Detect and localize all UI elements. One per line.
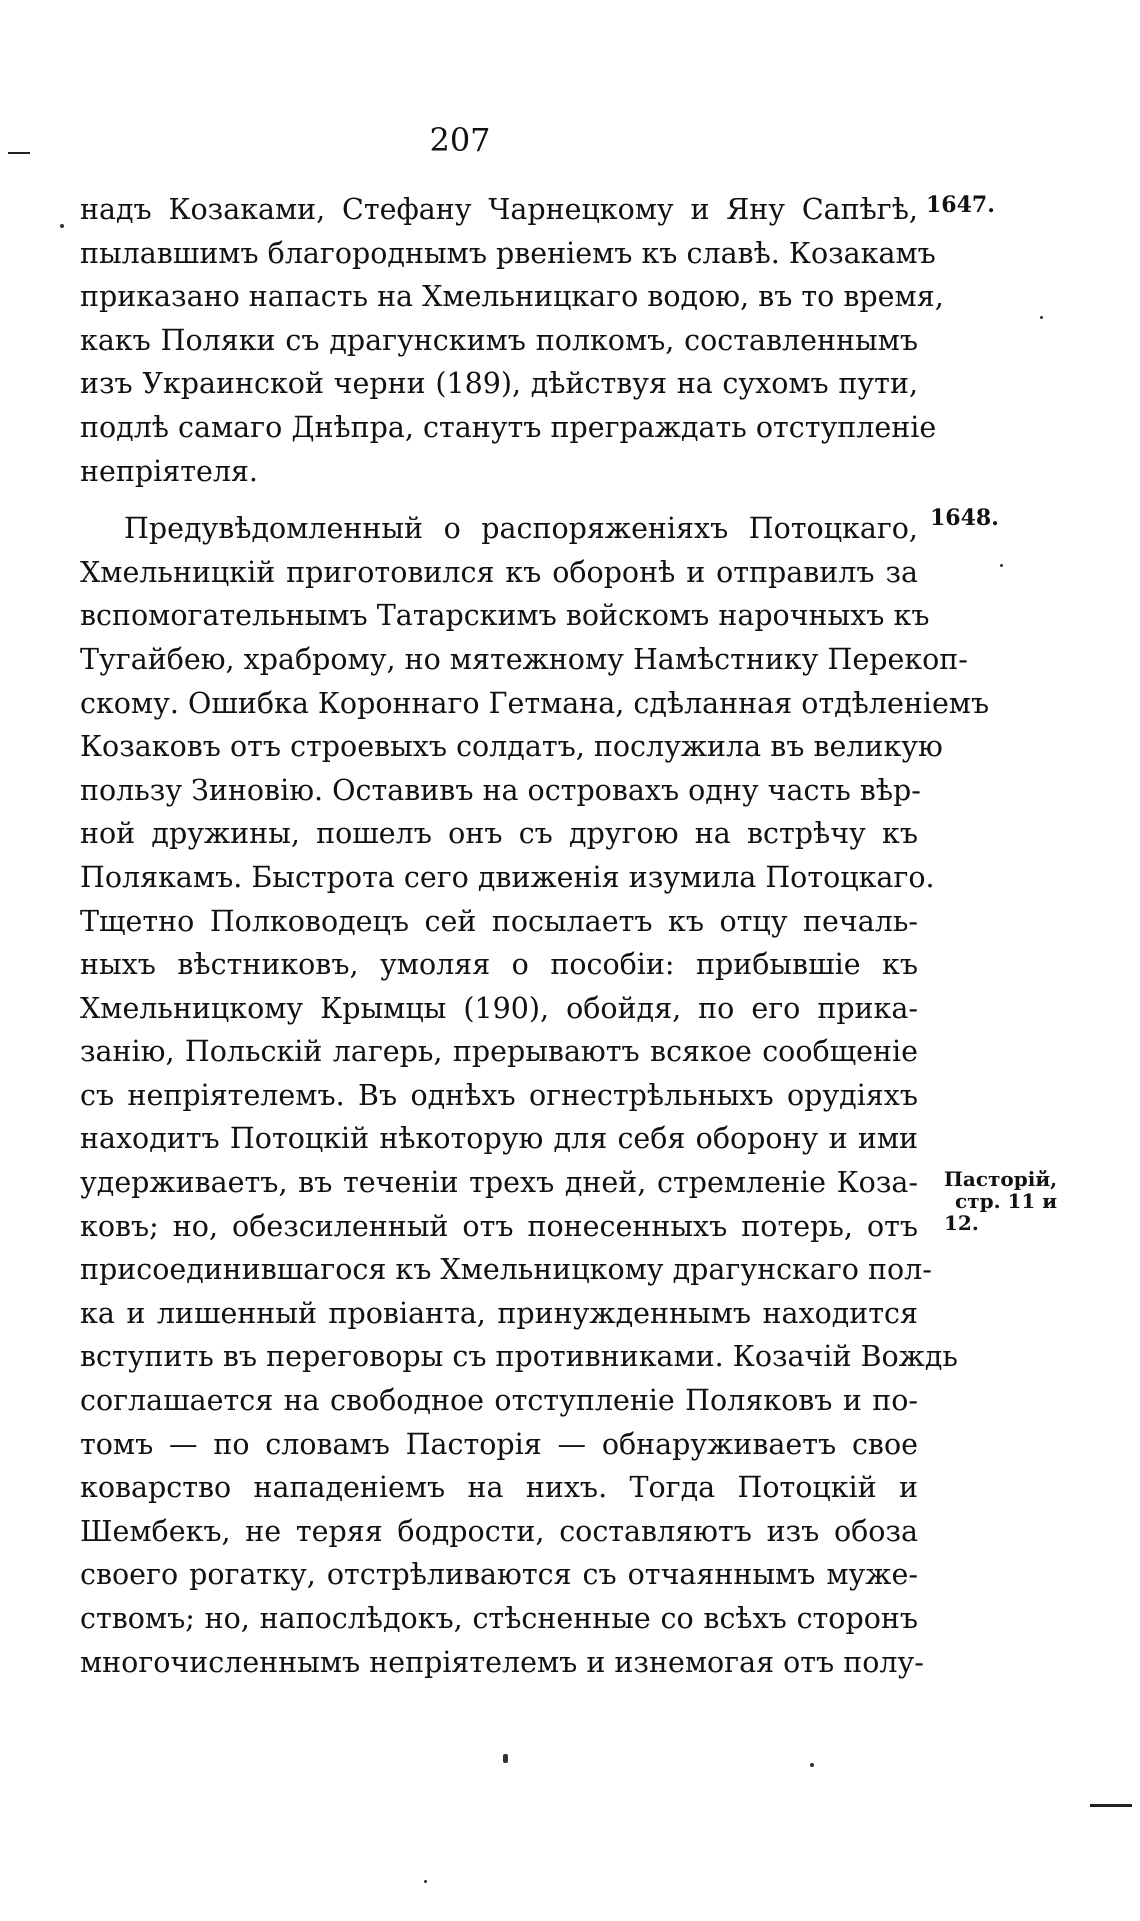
- text-line: пользу Зиновію. Оставивъ на островахъ одну часть вѣр-: [80, 773, 921, 807]
- text-line: Тщетно Полководецъ сей посылаетъ къ отцу печаль-: [80, 904, 918, 938]
- scan-speck: [810, 1763, 814, 1767]
- source-note-line: стр. 11 и: [955, 1189, 1058, 1213]
- text-line: занію, Польскій лагерь, прерываютъ всякое сообщеніе: [80, 1035, 918, 1069]
- text-line: пылавшимъ благороднымъ рвеніемъ къ славѣ. Козакамъ: [80, 236, 936, 270]
- text-line: изъ Украинской черни (189), дѣйствуя на сухомъ пути,: [80, 367, 918, 401]
- text-line: Козаковъ отъ строевыхъ солдатъ, послужила въ великую: [80, 730, 943, 764]
- text-line: ной дружины, пошелъ онъ съ другою на встрѣчу къ: [80, 817, 918, 851]
- scan-speck: [1040, 316, 1043, 319]
- scan-speck: [1000, 564, 1003, 567]
- text-line: соглашается на свободное отступленіе Поляковъ и по-: [80, 1384, 918, 1418]
- text-line: ствомъ; но, напослѣдокъ, стѣсненные со всѣхъ сторонъ: [80, 1602, 918, 1635]
- text-line: приказано напасть на Хмельницкаго водою, въ то время,: [80, 280, 944, 314]
- margin-source-note: [944, 1168, 1057, 1234]
- text-line: скому. Ошибка Короннаго Гетмана, сдѣланная отдѣленіемъ: [80, 686, 990, 720]
- text-line: находитъ Потоцкій нѣкоторую для себя оборону и ими: [80, 1122, 918, 1156]
- page-number: 207: [429, 121, 491, 159]
- text-line: многочисленнымъ непріятелемъ и изнемогая отъ полу-: [80, 1645, 924, 1679]
- text-line: ка и лишенный провіанта, принужденнымъ находится: [80, 1296, 918, 1330]
- text-line: какъ Поляки съ драгунскимъ полкомъ, составленнымъ: [80, 323, 918, 357]
- text-line: вступить въ переговоры съ противниками. Козачій Вождь: [80, 1340, 958, 1374]
- margin-year-1648: 1648.: [930, 505, 999, 531]
- text-line: непріятеля.: [80, 454, 258, 488]
- scan-speck: [503, 1754, 508, 1763]
- text-line: съ непріятелемъ. Въ однѣхъ огнестрѣльныхъ орудіяхъ: [80, 1078, 918, 1112]
- text-line: присоединившагося къ Хмельницкому драгунскаго пол-: [80, 1253, 932, 1287]
- text-line: томъ — по словамъ Пасторія — обнаруживаетъ свое: [80, 1427, 918, 1461]
- text-line: коварство нападеніемъ на нихъ. Тогда Потоцкій и: [80, 1471, 918, 1505]
- paragraph-1: [80, 188, 944, 493]
- text-line: Тугайбею, храброму, но мятежному Намѣстнику Перекоп-: [80, 642, 968, 676]
- text-line: ковъ; но, обезсиленный отъ понесенныхъ потерь, отъ: [80, 1209, 918, 1243]
- text-line: Полякамъ. Быстрота сего движенія изумила Потоцкаго.: [80, 860, 935, 894]
- text-line: надъ Козаками, Стефану Чарнецкому и Яну Сапѣгѣ,: [80, 193, 918, 226]
- text-line: Хмельницкій приготовился къ оборонѣ и отправилъ за: [80, 555, 918, 589]
- text-line: подлѣ самаго Днѣпра, станутъ преграждать отступленіе: [80, 410, 937, 444]
- text-line: своего рогатку, отстрѣливаются съ отчаяннымъ муже-: [80, 1558, 918, 1592]
- margin-year-1647: 1647.: [926, 192, 995, 218]
- text-line: Хмельницкому Крымцы (190), обойдя, по его прика-: [80, 991, 918, 1025]
- source-note-line: 12.: [944, 1211, 979, 1235]
- text-line: удерживаетъ, въ теченіи трехъ дней, стремленіе Коза-: [80, 1166, 918, 1200]
- text-line: Предувѣдомленный о распоряженіяхъ Потоцкаго,: [124, 512, 918, 546]
- text-line: Шембекъ, не теряя бодрости, составляютъ изъ обоза: [80, 1514, 918, 1548]
- text-line: ныхъ вѣстниковъ, умоляя о пособіи: прибывшіе къ: [80, 948, 918, 982]
- scan-speck: [60, 224, 64, 228]
- scan-mark-right: [1090, 1804, 1132, 1807]
- text-line: вспомогательнымъ Татарскимъ войскомъ нарочныхъ къ: [80, 599, 930, 633]
- scan-speck: [424, 1880, 427, 1883]
- source-note-line: Пасторій,: [944, 1167, 1058, 1191]
